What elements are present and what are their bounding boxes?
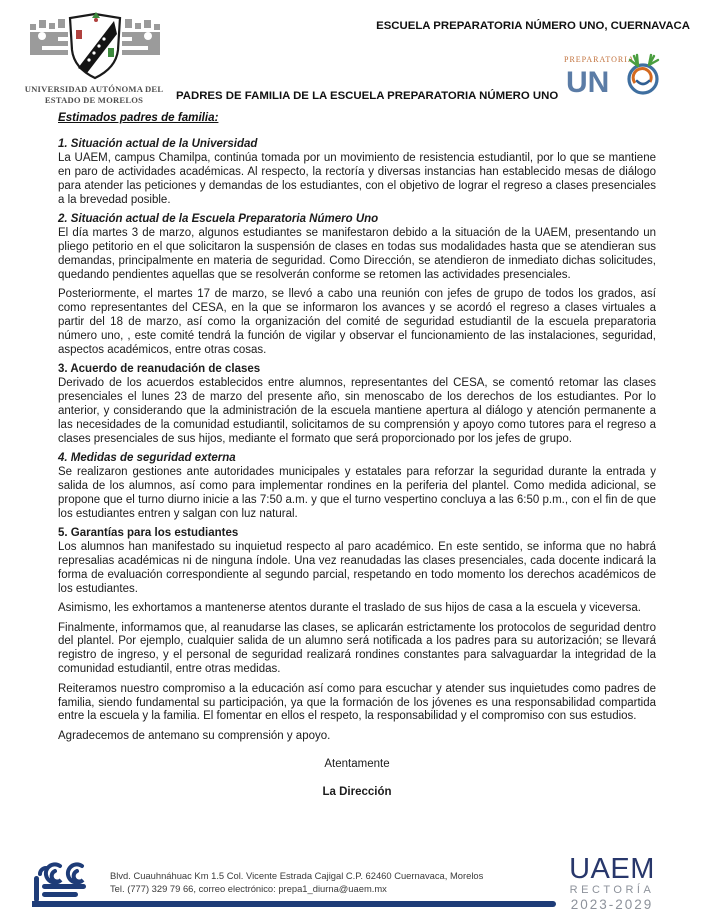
school-title: ESCUELA PREPARATORIA NÚMERO UNO, CUERNAVACA <box>376 20 690 32</box>
section-heading-2: 2. Situación actual de la Escuela Preparatoria Número Uno <box>58 213 379 226</box>
letter-paragraph: Los alumnos han manifestado su inquietud respecto al paro académico. En este sentido, se informa que no habrá represalias académicas ni de ninguna índole. Una vez reanudadas las clases presenciales, cada docente indicará la forma de evaluación correspondiente al segundo parcial, respetando en todo momento los derechos académicos de los estudiantes. <box>58 540 656 595</box>
letter-paragraph: Finalmente, informamos que, al reanudarse las clases, se aplicarán estrictamente los protocolos de seguridad dentro del plantel. Por ejemplo, cualquier salida de un alumno será notificada a los padres para su autorización; se llevará registro de ingreso, y el personal de seguridad realizará rondines constantes para salvaguardar la integridad de la comunidad estudiantil, entre otras medidas. <box>58 621 656 676</box>
university-name <box>14 84 174 105</box>
footer-address-line2: Tel. (777) 329 79 66, correo electrónico: prepa1_diurna@uaem.mx <box>110 883 387 894</box>
letter-paragraph: Agradecemos de antemano su comprensión y apoyo. <box>58 729 331 742</box>
uaem-rectoria-logo <box>566 855 658 912</box>
page-header <box>0 0 712 136</box>
footer-divider-bar <box>32 901 556 907</box>
university-name-line1: UNIVERSIDAD AUTÓNOMA DEL <box>24 84 164 94</box>
university-name-line2: ESTADO DE MORELOS <box>44 94 144 105</box>
letter-paragraph: Asimismo, les exhortamos a mantenerse atentos durante el traslado de sus hijos de casa a la escuela y viceversa. <box>58 602 641 615</box>
cuauhnahuac-glyph-icon <box>30 860 102 904</box>
signature-line: La Dirección <box>322 785 392 798</box>
letter-paragraph: La UAEM, campus Chamilpa, continúa tomada por un movimiento de resistencia estudiantil, por lo que se mantiene en paro de actividades académicas. Al respecto, la rectoría y diversas instancias han establecido mesas de diálogo para atender las peticiones y demandas de los estudiantes, con el objetivo de lograr el regreso a clases presenciales a la brevedad posible. <box>58 151 656 206</box>
letter-paragraph: El día martes 3 de marzo, algunos estudiantes se manifestaron debido a la situación de la UAEM, presentando un pliego petitorio en el que solicitaron la suspensión de clases en todas sus modalidades hasta que se atendieran sus demandas, principalmente en materia de seguridad. Como Dirección, se atendieron de inmediato dichas solicitudes, quedando pendientes aquellas que se resolverán conforme se retomen las actividades presenciales. <box>58 226 656 281</box>
section-heading-1: 1. Situación actual de la Universidad <box>58 138 258 150</box>
prepa-logo-big-word: UN <box>566 66 610 98</box>
closing-line: Atentamente <box>324 757 390 770</box>
letter-paragraph: Posteriormente, el martes 17 de marzo, se llevó a cabo una reunión con jefes de grupo de todos los grados, así como representantes del CESA, en la que se informaron los avances y se acordó el regreso a clases virtuales a partir del 18 de marzo, así como la organización del comité de seguridad estudiantil de la escuela preparatoria número uno, , este comité tendrá la función de vigilar y observar el funcionamiento de las instalaciones, seguridad, aspectos académicos, entre otras cosas. <box>58 288 656 356</box>
uaem-subtitle: RECTORÍA <box>569 884 655 896</box>
footer-address <box>110 869 483 895</box>
letter-paragraph: Derivado de los acuerdos establecidos entre alumnos, representantes del CESA, se comentó retomar las clases presenciales el lunes 23 de marzo del presente año, sin menoscabo de los derechos de los estudiantes. Por lo anterior, y considerando que la administración de la escuela mantiene apertura al diálogo y atención permanente a las necesidades de la comunidad estudiantil, solicitamos de su comprensión y apoyo como tutores para el regreso a clases presenciales de sus hijos, mediante el formato que será proporcionado por los jefes de grupo. <box>58 377 656 445</box>
letter-paragraph: Se realizaron gestiones ante autoridades municipales y estatales para reforzar la seguridad durante la entrada y salida de los alumnos, así como para implementar rondines en la periferia del plantel. Como medida adicional, se propone que el turno diurno inicie a las 7:50 a.m. y que el turno vespertino concluya a las 6:50 p.m., con el fin de que los estudiantes entren y salgan con luz natural. <box>58 465 656 520</box>
uaem-coat-of-arms-icon <box>28 8 162 84</box>
greeting-line: Estimados padres de familia: <box>58 111 219 124</box>
section-heading-5: 5. Garantías para los estudiantes <box>58 527 239 540</box>
uaem-period: 2023-2029 <box>570 897 654 912</box>
preparatoria-uno-logo <box>556 50 668 98</box>
section-heading-3: 3. Acuerdo de reanudación de clases <box>58 363 261 376</box>
section-heading-4: 4. Medidas de seguridad externa <box>58 452 236 465</box>
document-title: PADRES DE FAMILIA DE LA ESCUELA PREPARATORIA NÚMERO UNO <box>176 90 559 102</box>
prepa-logo-top-word: PREPARATORIA <box>564 55 635 64</box>
uaem-acronym: UAEM <box>569 853 655 885</box>
letter-body <box>58 138 656 800</box>
letter-paragraph: Reiteramos nuestro compromiso a la educación así como para escuchar y atender sus inquietudes como padres de familia, siendo fundamental su participación, ya que la formación de los jóvenes es una responsabilidad compartida entre la escuela y la familia. El fomentar en ellos el respeto, la responsabilidad y el compromiso con sus estudios. <box>58 682 656 723</box>
footer-address-line1: Blvd. Cuauhnáhuac Km 1.5 Col. Vicente Estrada Cajigal C.P. 62460 Cuernavaca, Morelos <box>110 870 484 881</box>
